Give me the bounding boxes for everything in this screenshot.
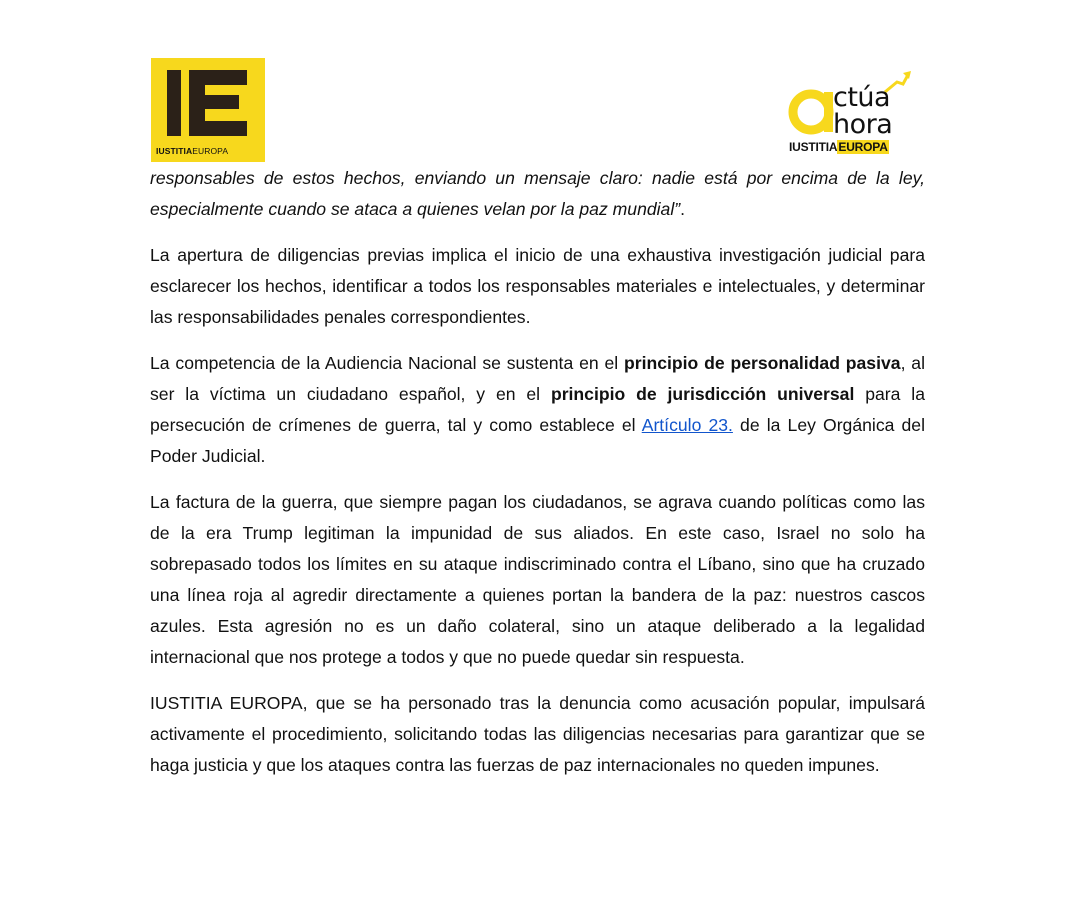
- article-23-link[interactable]: Artículo 23.: [641, 415, 733, 435]
- ie-logo-mark: [159, 64, 257, 142]
- p3-part2: , al ser la víctima un ciudadano español, y en el: [150, 353, 925, 404]
- iustitia-europa-logo: [151, 58, 265, 162]
- left-logo-caption: [156, 146, 228, 156]
- document-body: [150, 163, 925, 796]
- quote-text: responsables de estos hechos, enviando un mensaje claro: nadie está por encima de la ley, especialmente cuando se ataca a quienes velan por la paz mundial”: [150, 168, 925, 219]
- actua-ahora-logo: [785, 70, 915, 158]
- paragraph-2: La apertura de diligencias previas implica el inicio de una exhaustiva investigación judicial para esclarecer los hechos, identificar a todos los responsables materiales e intelectuales, y determinar las responsabilidades penales correspondientes.: [150, 245, 925, 327]
- paragraph-1: [150, 163, 925, 225]
- p3-part1: La competencia de la Audiencia Nacional se sustenta en el: [150, 353, 624, 373]
- p3-part4: de la Ley Orgánica del Poder Judicial.: [150, 415, 925, 466]
- paragraph-4: La factura de la guerra, que siempre pagan los ciudadanos, se agrava cuando políticas como las de la era Trump legitiman la impunidad de sus aliados. En este caso, Israel no solo ha sobrepasado todos los límites en su ataque indiscriminado contra el Líbano, sino que ha cruzado una línea roja al agredir directamente a quienes portan la bandera de la paz: nuestros cascos azules. Esta agresión no es un daño colateral, sino un ataque deliberado a la legalidad internacional que nos protege a todos y que no puede quedar sin respuesta.: [150, 492, 925, 667]
- principle-personality-bold: principio de personalidad pasiva: [623, 353, 901, 373]
- ahora-word: hora: [833, 109, 893, 140]
- left-logo-caption-bold: IUSTITIA: [156, 146, 193, 156]
- p3-part3: para la persecución de crímenes de guerra, tal y como establece el: [150, 384, 925, 435]
- principle-jurisdiction-bold: principio de jurisdicción universal: [550, 384, 855, 404]
- paragraph-5: IUSTITIA EUROPA, que se ha personado tras la denuncia como acusación popular, impulsará activamente el procedimiento, solicitando todas las diligencias necesarias para garantizar que se haga justicia y que los ataques contra las fuerzas de paz internacionales no queden impunes.: [150, 693, 925, 775]
- left-logo-caption-light: EUROPA: [192, 146, 229, 156]
- paragraph-3: [150, 348, 925, 472]
- actua-word: ctúa: [833, 82, 891, 113]
- quote-tail: .: [680, 199, 685, 219]
- right-logo-caption-bold: IUSTITIA: [789, 140, 838, 154]
- right-logo-caption: [789, 140, 889, 154]
- right-logo-caption-highlight: EUROPA: [838, 140, 888, 154]
